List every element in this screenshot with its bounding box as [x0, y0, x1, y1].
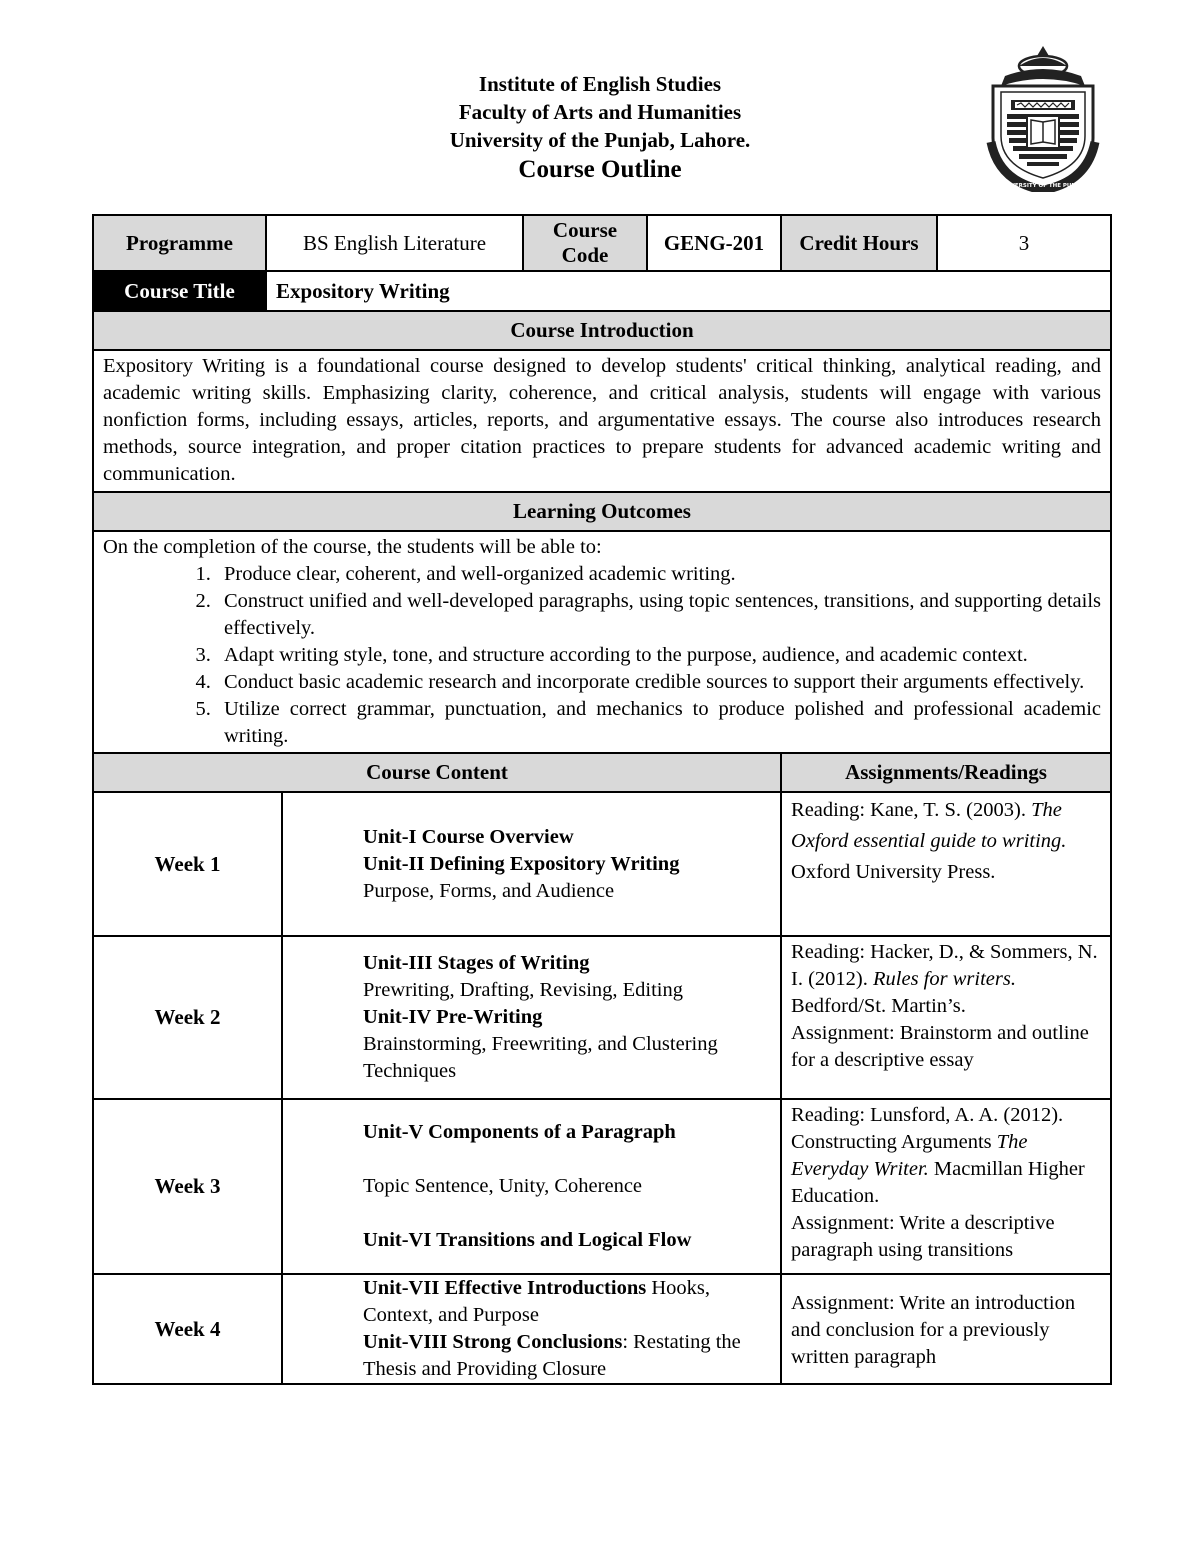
- university-seal-icon: [985, 42, 1101, 192]
- unit-title: Unit-III Stages of Writing: [363, 952, 590, 974]
- outcomes-heading-row: [93, 492, 1111, 531]
- unit-topics: Purpose, Forms, and Audience: [363, 879, 615, 902]
- week-units: [282, 1274, 781, 1384]
- week-readings: [781, 1274, 1111, 1384]
- outcomes-list: [103, 561, 1101, 750]
- assignments-heading: Assignments/Readings: [781, 753, 1111, 792]
- week-label: Week 1: [93, 792, 282, 936]
- unit-topics: Brainstorming, Freewriting, and Clustering Techniques: [363, 1033, 718, 1082]
- unit-title: Unit-VIII Strong Conclusions: [363, 1331, 623, 1353]
- week-readings: [781, 936, 1111, 1099]
- outcome-item: 3. Adapt writing style, tone, and structure according to the purpose, audience, and academic context.: [216, 642, 1101, 669]
- credit-hours-label: Credit Hours: [781, 215, 937, 271]
- university-name: University of the Punjab, Lahore.: [449, 128, 751, 152]
- unit-topics: Topic Sentence, Unity, Coherence: [363, 1175, 643, 1197]
- programme-label: Programme: [93, 215, 266, 271]
- week-units: [282, 1099, 781, 1274]
- course-outline-table: [92, 214, 1112, 1385]
- week-row: [93, 936, 1111, 1099]
- course-title-row: [93, 271, 1111, 311]
- week-row: [93, 792, 1111, 936]
- reading-publisher: Macmillan Higher Education.: [791, 1158, 1085, 1207]
- course-code-value: GENG-201: [647, 215, 781, 271]
- unit-title: Unit-II Defining Expository Writing: [363, 852, 680, 875]
- reading-title: The Everyday Writer.: [791, 1131, 1028, 1180]
- week-units: [282, 792, 781, 936]
- unit-line: [363, 1331, 741, 1380]
- reading-citation: Reading: Lunsford, A. A. (2012). Constructing Arguments: [791, 1104, 1064, 1153]
- programme-value: BS English Literature: [266, 215, 523, 271]
- reading-title: The Oxford essential guide to writing.: [791, 799, 1067, 852]
- course-code-label: [523, 215, 647, 271]
- week-label: Week 4: [93, 1274, 282, 1384]
- reading-title: Rules for writers.: [873, 968, 1016, 990]
- outcomes-heading: Learning Outcomes: [93, 492, 1111, 531]
- course-content-heading: Course Content: [93, 753, 781, 792]
- unit-title: Unit-VII Effective Introductions: [363, 1277, 647, 1299]
- week-readings: [781, 792, 1111, 936]
- assignment-text: Assignment: Brainstorm and outline for a descriptive essay: [791, 1022, 1089, 1071]
- institute-name: Institute of English Studies: [478, 72, 722, 96]
- outcomes-cell: [93, 531, 1111, 753]
- reading-citation: Reading: Hacker, D., & Sommers, N. I. (2012).: [791, 941, 1098, 990]
- introduction-row: [93, 350, 1111, 492]
- faculty-name: Faculty of Arts and Humanities: [458, 100, 742, 124]
- week-label: Week 2: [93, 936, 282, 1099]
- reading-publisher: Oxford University Press.: [791, 861, 996, 883]
- unit-title: Unit-IV Pre-Writing: [363, 1006, 543, 1028]
- course-code-label-line1: Course: [552, 218, 618, 242]
- introduction-text: Expository Writing is a foundational course designed to develop students' critical thinking, analytical reading, and academic writing skills. Emphasizing clarity, coherence, and critical analysis, students will engage with various nonfiction forms, including essays, articles, reports, and argumentative essays. The course also introduces research methods, source integration, and proper citation practices to prepare students for advanced academic writing and communication.: [93, 350, 1111, 492]
- programme-row: [93, 215, 1111, 271]
- seal-text: UNIVERSITY OF THE PUNJAB: [999, 183, 1087, 189]
- spacer: [363, 1200, 771, 1227]
- week-row: [93, 1099, 1111, 1274]
- outcome-item: 1. Produce clear, coherent, and well-organized academic writing.: [216, 561, 1101, 588]
- assignment-text: Assignment: Write a descriptive paragraph using transitions: [791, 1212, 1055, 1261]
- unit-topics: : Restating the Thesis and Providing Closure: [363, 1331, 741, 1380]
- outcomes-intro: On the completion of the course, the students will be able to:: [103, 536, 602, 558]
- unit-topics: Hooks, Context, and Purpose: [363, 1277, 710, 1326]
- assignment-text: Assignment: Write an introduction and conclusion for a previously written paragraph: [791, 1291, 1076, 1368]
- unit-line: [363, 1277, 710, 1326]
- course-code-label-line2: Code: [561, 243, 609, 267]
- week-label: Week 3: [93, 1099, 282, 1274]
- outcomes-row: [93, 531, 1111, 753]
- unit-topics: Prewriting, Drafting, Revising, Editing: [363, 979, 683, 1001]
- credit-hours-value: 3: [937, 215, 1111, 271]
- spacer: [363, 1146, 771, 1173]
- document-title: Course Outline: [518, 156, 682, 183]
- outcome-item: 5. Utilize correct grammar, punctuation, and mechanics to produce polished and professional academic writing.: [216, 696, 1101, 750]
- week-readings: [781, 1099, 1111, 1274]
- outcome-item: 2. Construct unified and well-developed paragraphs, using topic sentences, transitions, and supporting details effectively.: [216, 588, 1101, 642]
- introduction-heading-row: [93, 311, 1111, 350]
- reading-citation: Reading: Kane, T. S. (2003).: [791, 799, 1032, 821]
- course-title-value: Expository Writing: [266, 271, 1111, 311]
- content-heading-row: [93, 753, 1111, 792]
- introduction-heading: Course Introduction: [93, 311, 1111, 350]
- week-units: [282, 936, 781, 1099]
- course-title-label: Course Title: [93, 271, 266, 311]
- week-row: [93, 1274, 1111, 1384]
- unit-title: Unit-V Components of a Paragraph: [363, 1121, 676, 1143]
- outcome-item: 4. Conduct basic academic research and incorporate credible sources to support their arguments effectively.: [216, 669, 1101, 696]
- unit-title: Unit-I Course Overview: [363, 825, 574, 848]
- unit-title: Unit-VI Transitions and Logical Flow: [363, 1229, 692, 1251]
- reading-publisher: Bedford/St. Martin’s.: [791, 995, 966, 1017]
